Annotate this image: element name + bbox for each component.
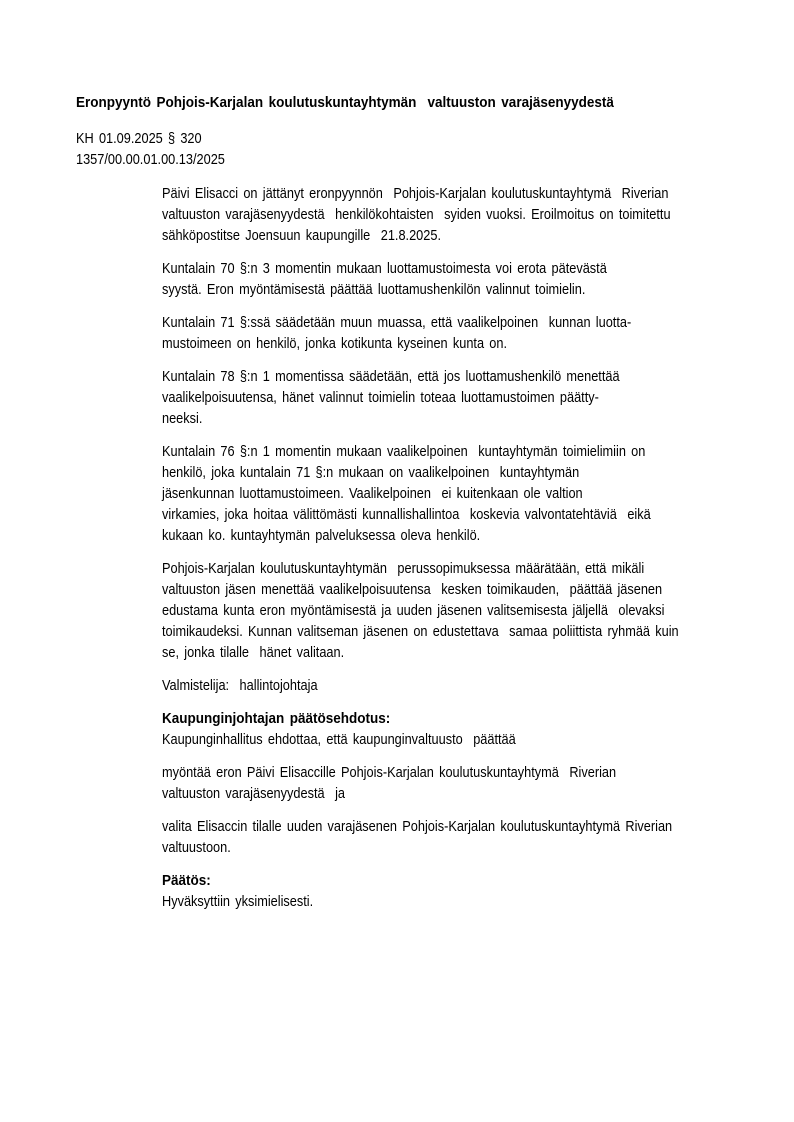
text-line: virkamies, joka hoitaa välittömästi kunnallishallintoa koskevia valvontatehtäviä eikä xyxy=(162,506,651,523)
paragraph-heading: Päätös: xyxy=(162,872,211,889)
paragraph xyxy=(162,708,776,750)
paragraph xyxy=(162,441,776,546)
text-line: myöntää eron Päivi Elisaccille Pohjois-Karjalan koulutuskuntayhtymä Riverian xyxy=(162,764,617,781)
paragraph xyxy=(162,870,776,912)
paragraph xyxy=(162,816,776,858)
text-line: Kuntalain 71 §:ssä säädetään muun muassa, että vaalikelpoinen kunnan luotta- xyxy=(162,314,632,331)
paragraph xyxy=(162,183,776,246)
text-line: henkilö, joka kuntalain 71 §:n mukaan on vaalikelpoinen kuntayhtymän xyxy=(162,464,580,481)
meta-line: 1357/00.00.01.00.13/2025 xyxy=(76,151,225,168)
meta-line: KH 01.09.2025 § 320 xyxy=(76,130,202,147)
text-line: Kaupunginhallitus ehdottaa, että kaupunginvaltuusto päättää xyxy=(162,731,516,748)
text-line: toimikaudeksi. Kunnan valitseman jäsenen on edustettava samaa poliittista ryhmää kuin xyxy=(162,623,679,640)
text-line: Kuntalain 76 §:n 1 momentin mukaan vaalikelpoinen kuntayhtymän toimielimiin on xyxy=(162,443,646,460)
paragraph xyxy=(162,762,776,804)
text-line: neeksi. xyxy=(162,410,203,427)
text-line: vaalikelpoisuutensa, hänet valinnut toimielin toteaa luottamustoimen päätty- xyxy=(162,389,599,406)
text-line: syystä. Eron myöntämisestä päättää luottamushenkilön valinnut toimielin. xyxy=(162,281,586,298)
text-line: kukaan ko. kuntayhtymän palveluksessa oleva henkilö. xyxy=(162,527,481,544)
text-line: Pohjois-Karjalan koulutuskuntayhtymän perussopimuksessa määrätään, että mikäli xyxy=(162,560,645,577)
paragraph xyxy=(162,366,776,429)
text-line: se, jonka tilalle hänet valitaan. xyxy=(162,644,345,661)
text-line: valtuuston varajäsenyydestä henkilökohtaisten syiden vuoksi. Eroilmoitus on toimitettu xyxy=(162,206,671,223)
text-line: Kuntalain 78 §:n 1 momentissa säädetään, että jos luottamushenkilö menettää xyxy=(162,368,620,385)
document-meta xyxy=(76,128,776,170)
document-body xyxy=(76,183,776,912)
text-line: sähköpostitse Joensuun kaupungille 21.8.2025. xyxy=(162,227,442,244)
text-line: valita Elisaccin tilalle uuden varajäsenen Pohjois-Karjalan koulutuskuntayhtymä Riverian xyxy=(162,818,673,835)
document-title: Eronpyyntö Pohjois-Karjalan koulutuskuntayhtymän valtuuston varajäsenyydestä xyxy=(76,94,614,111)
paragraph xyxy=(162,675,776,696)
text-line: Kuntalain 70 §:n 3 momentin mukaan luottamustoimesta voi erota pätevästä xyxy=(162,260,607,277)
text-line: valtuuston varajäsenyydestä ja xyxy=(162,785,346,802)
text-line: Hyväksyttiin yksimielisesti. xyxy=(162,893,314,910)
text-line: edustama kunta eron myöntämisestä ja uuden jäsenen valitsemisesta jäljellä olevaksi xyxy=(162,602,665,619)
text-line: valtuustoon. xyxy=(162,839,231,856)
text-line: mustoimeen on henkilö, jonka kotikunta kyseinen kunta on. xyxy=(162,335,508,352)
text-line: valtuuston jäsen menettää vaalikelpoisuutensa kesken toimikauden, päättää jäsenen xyxy=(162,581,663,598)
paragraph xyxy=(162,558,776,663)
text-line: Päivi Elisacci on jättänyt eronpyynnön Pohjois-Karjalan koulutuskuntayhtymä Riverian xyxy=(162,185,669,202)
document-content xyxy=(76,92,776,924)
paragraph-heading: Kaupunginjohtajan päätösehdotus: xyxy=(162,710,391,727)
paragraph xyxy=(162,312,776,354)
paragraph xyxy=(162,258,776,300)
text-line: jäsenkunnan luottamustoimeen. Vaalikelpoinen ei kuitenkaan ole valtion xyxy=(162,485,583,502)
text-line: Valmistelija: hallintojohtaja xyxy=(162,677,318,694)
